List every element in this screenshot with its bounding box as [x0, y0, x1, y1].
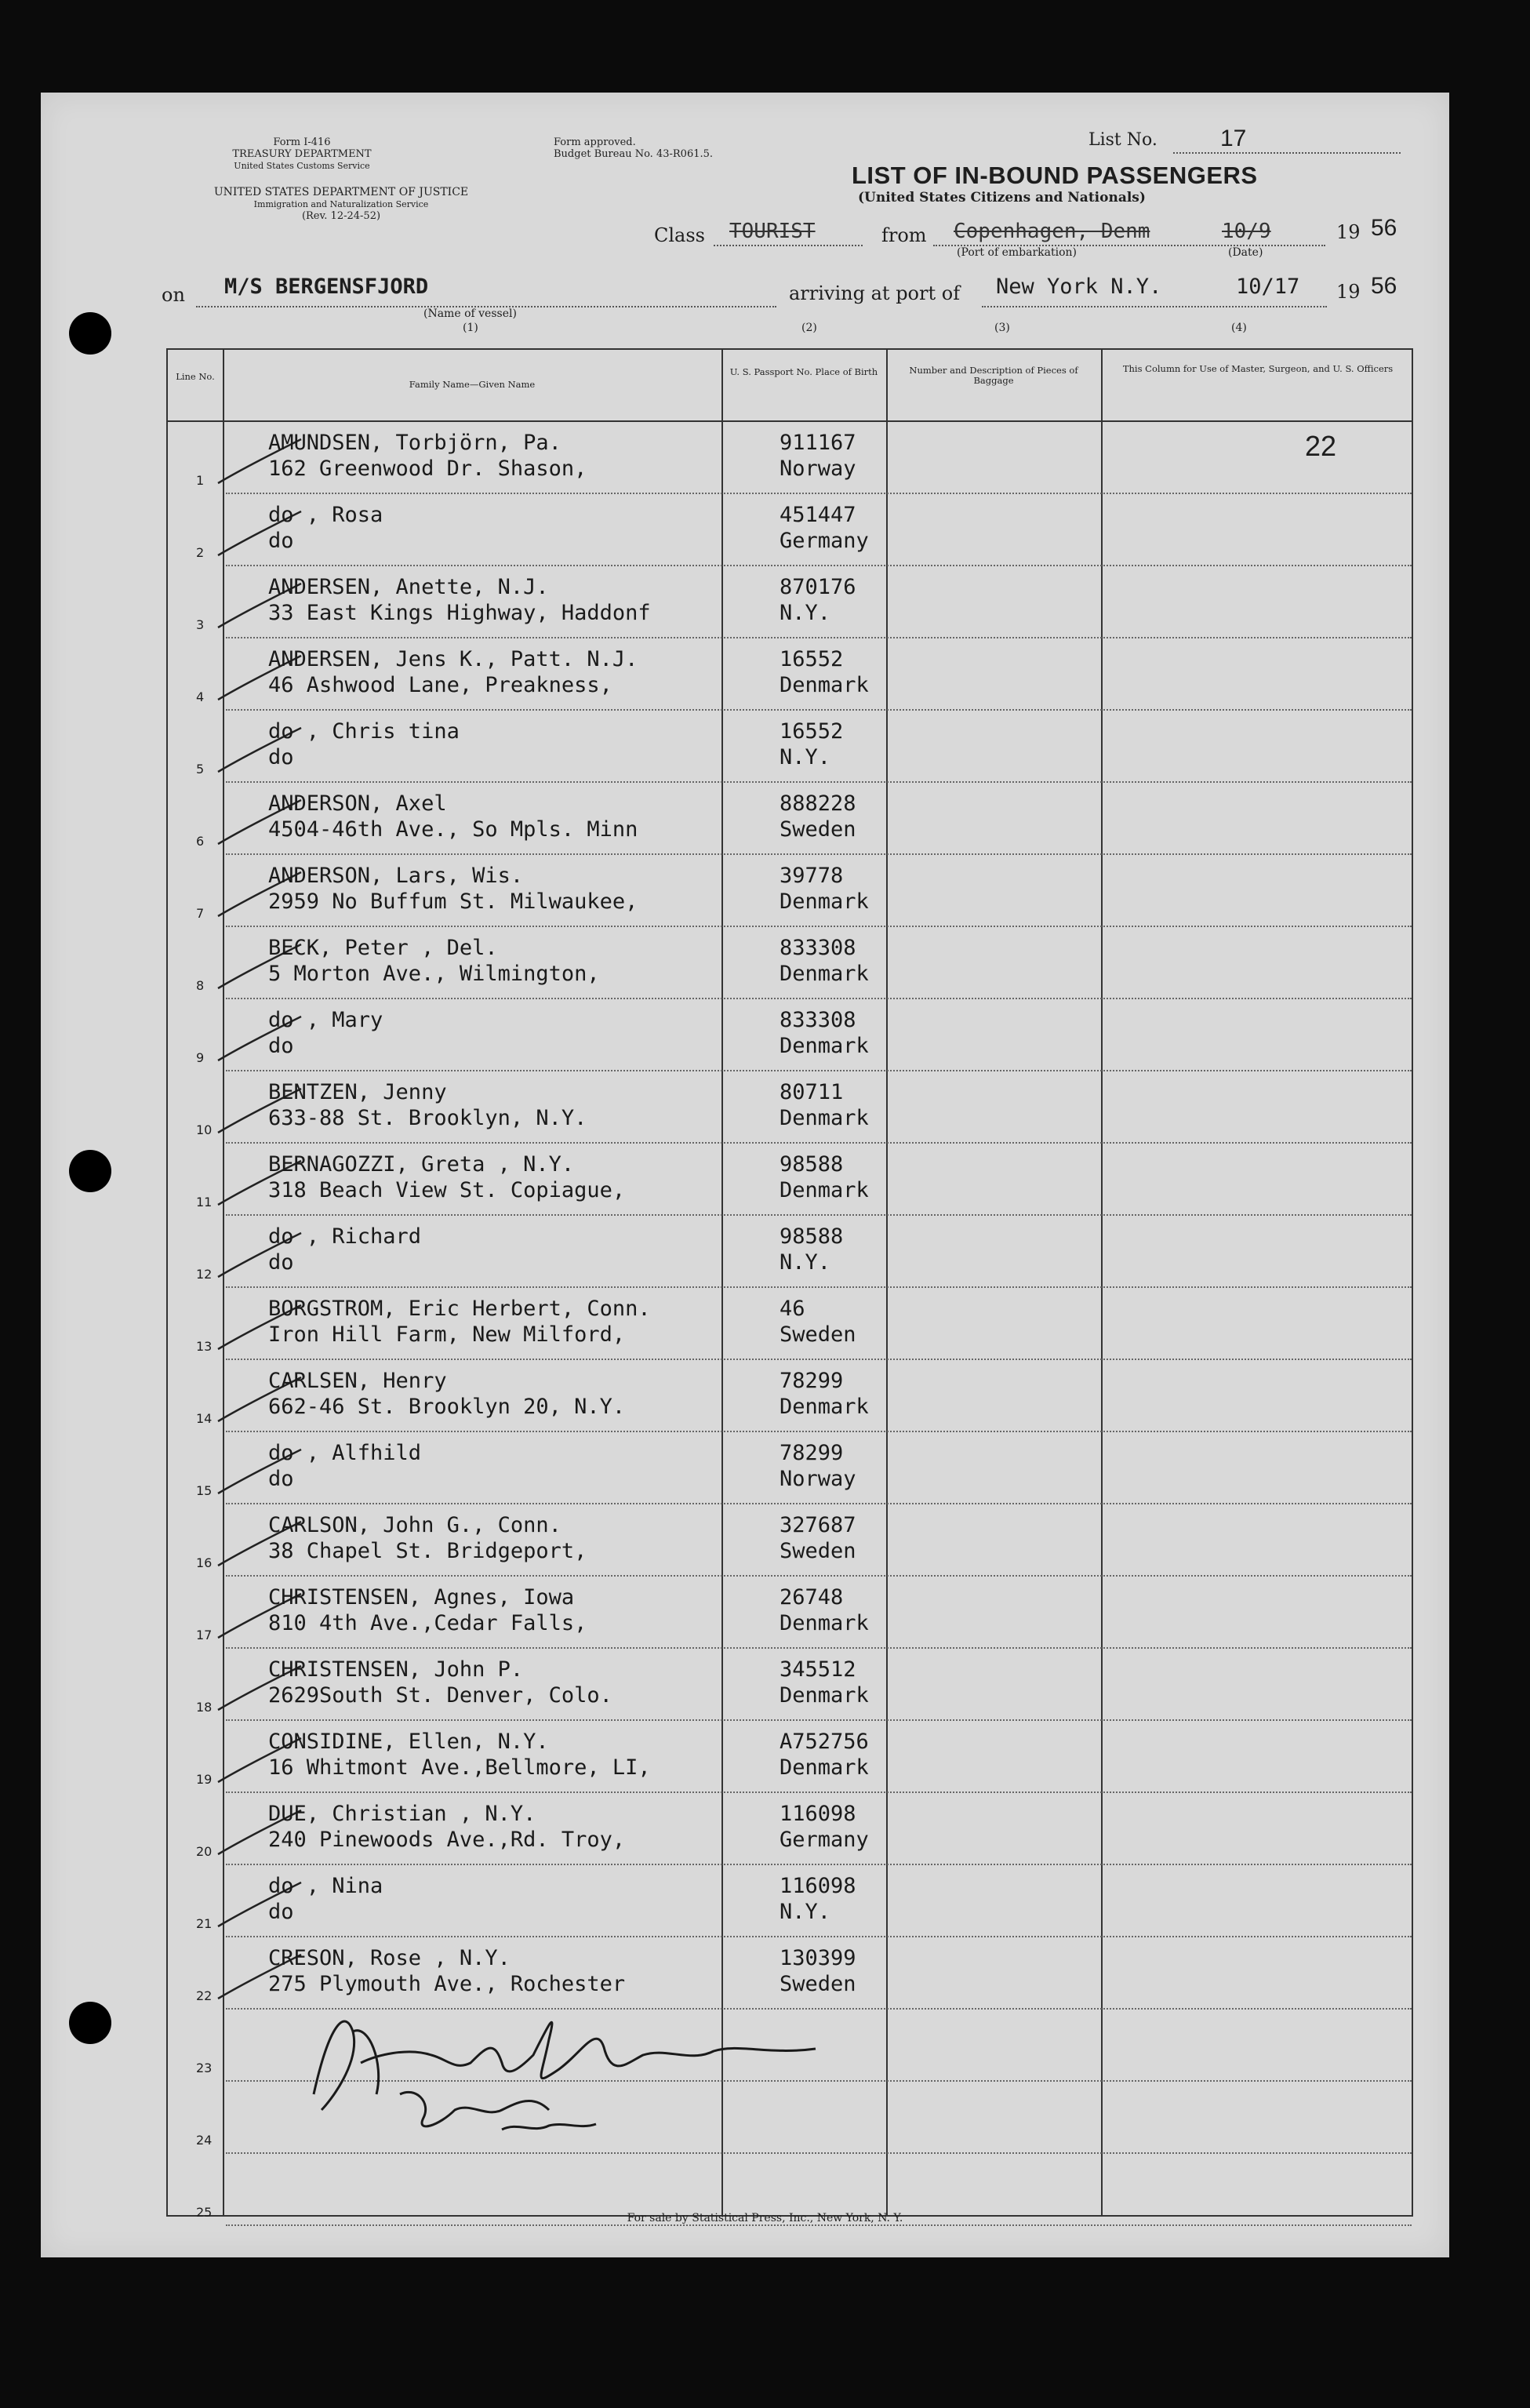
place-of-birth: Germany [780, 529, 869, 553]
passenger-name: do , Alfhild [268, 1441, 422, 1465]
passport-number: 327687 [780, 1513, 856, 1537]
passenger-name-address [268, 1007, 383, 1059]
passenger-name-address [268, 1657, 612, 1708]
place-of-birth: N.Y. [780, 1900, 831, 1924]
line-number: 15 [196, 1483, 213, 1498]
passenger-name-address [268, 1079, 587, 1131]
passenger-name-address [268, 1368, 625, 1420]
passenger-name: do , Rosa [268, 503, 383, 527]
table-row [168, 1721, 1412, 1793]
header-line-no: Line No. [176, 371, 215, 382]
place-of-birth: Sweden [780, 1322, 856, 1347]
passenger-name: CRESON, Rose , N.Y. [268, 1946, 511, 1970]
passenger-name-address [268, 574, 651, 626]
line-number: 3 [196, 617, 205, 632]
class-value: TOURIST [729, 220, 816, 243]
line-number: 11 [196, 1195, 213, 1209]
line-number: 25 [196, 2205, 213, 2220]
table-row [168, 422, 1412, 494]
list-number-value: 17 [1220, 125, 1247, 151]
passport-number: 888228 [780, 791, 856, 816]
arrival-underline [982, 306, 1327, 307]
form-revision: (Rev. 12-24-52) [301, 210, 381, 222]
passenger-address: 810 4th Ave.,Cedar Falls, [268, 1611, 587, 1635]
passport-birthplace [780, 1801, 936, 1853]
arriving-label: arriving at port of [789, 282, 961, 304]
place-of-birth: Norway [780, 1467, 856, 1491]
place-of-birth: Norway [780, 457, 856, 481]
passenger-address: do [268, 1467, 294, 1491]
passport-number: 870176 [780, 575, 856, 599]
column-number-4: (4) [1231, 322, 1247, 334]
passport-birthplace [780, 935, 936, 987]
passenger-name: BORGSTROM, Eric Herbert, Conn. [268, 1297, 651, 1321]
form-number: Form I-416 [273, 136, 331, 148]
passenger-name: do , Richard [268, 1224, 422, 1249]
line-number: 12 [196, 1267, 213, 1282]
line-number: 6 [196, 834, 205, 849]
place-of-birth: Denmark [780, 1395, 869, 1419]
passport-birthplace [780, 1151, 936, 1203]
arrival-year-prefix: 19 [1336, 281, 1361, 303]
line-number: 1 [196, 473, 205, 488]
place-of-birth: Denmark [780, 1683, 869, 1708]
place-of-birth: Denmark [780, 1106, 869, 1130]
line-number: 10 [196, 1122, 213, 1137]
passport-number: 451447 [780, 503, 856, 527]
table-row [168, 1144, 1412, 1216]
passport-birthplace [780, 1007, 936, 1059]
place-of-birth: Denmark [780, 1178, 869, 1202]
passenger-name: BECK, Peter , Del. [268, 936, 498, 960]
table-row [168, 1216, 1412, 1288]
line-number: 2 [196, 545, 205, 560]
passenger-name-address [268, 1873, 383, 1925]
passenger-address: 662-46 St. Brooklyn 20, N.Y. [268, 1395, 626, 1419]
passport-number: 833308 [780, 936, 856, 960]
arrival-date: 10/17 [1236, 275, 1300, 299]
passenger-address: 5 Morton Ave., Wilmington, [268, 962, 600, 986]
passenger-name-address [268, 935, 600, 987]
passport-birthplace [780, 1512, 936, 1564]
passenger-address: 240 Pinewoods Ave.,Rd. Troy, [268, 1828, 626, 1852]
passport-number: 80711 [780, 1080, 844, 1104]
table-row [168, 494, 1412, 566]
line-number: 24 [196, 2133, 213, 2148]
place-of-birth: N.Y. [780, 601, 831, 625]
line-number: 4 [196, 689, 205, 704]
header-name: Family Name—Given Name [409, 379, 536, 390]
passenger-name-address [268, 1584, 587, 1636]
passport-birthplace [780, 1440, 936, 1492]
line-number: 17 [196, 1628, 213, 1642]
passport-number: 16552 [780, 719, 844, 744]
passport-birthplace [780, 574, 936, 626]
passenger-name: do , Mary [268, 1008, 383, 1032]
header-officers: This Column for Use of Master, Surgeon, and U. S. Officers [1122, 363, 1394, 374]
table-row [168, 1504, 1412, 1577]
table-row [168, 1288, 1412, 1360]
passport-birthplace [780, 1729, 936, 1781]
passenger-address: 33 East Kings Highway, Haddonf [268, 601, 651, 625]
passenger-name: do , Nina [268, 1874, 383, 1898]
ins-service: Immigration and Naturalization Service [253, 199, 429, 209]
passenger-name: BENTZEN, Jenny [268, 1080, 447, 1104]
passenger-name-address [268, 1512, 587, 1564]
place-of-birth: Denmark [780, 1611, 869, 1635]
passenger-name: CARLSON, John G., Conn. [268, 1513, 561, 1537]
place-of-birth: Denmark [780, 1034, 869, 1058]
passport-birthplace [780, 1368, 936, 1420]
passenger-name: ANDERSON, Lars, Wis. [268, 864, 524, 888]
line-number: 8 [196, 978, 205, 993]
row-rule [226, 2224, 1412, 2226]
line-number: 16 [196, 1555, 213, 1570]
line-number: 21 [196, 1916, 213, 1931]
header-passport: U. S. Passport No. Place of Birth [729, 366, 878, 377]
passport-number: 116098 [780, 1874, 856, 1898]
embarkation-date: 10/9 [1222, 220, 1271, 243]
passenger-name: AMUNDSEN, Torbjörn, Pa. [268, 431, 561, 455]
passenger-address: 633-88 St. Brooklyn, N.Y. [268, 1106, 587, 1130]
passport-number: 39778 [780, 864, 844, 888]
place-of-birth: Denmark [780, 673, 869, 697]
passport-number: 16552 [780, 647, 844, 671]
table-row [168, 566, 1412, 638]
line-number: 7 [196, 906, 205, 921]
passenger-address: 16 Whitmont Ave.,Bellmore, LI, [268, 1755, 651, 1780]
table-row [168, 1793, 1412, 1865]
passport-number: 46 [780, 1297, 805, 1321]
vessel-name: M/S BERGENSFJORD [224, 275, 429, 299]
passenger-name-address [268, 863, 638, 915]
place-of-birth: Germany [780, 1828, 869, 1852]
line-number: 20 [196, 1844, 213, 1859]
customs-service: United States Customs Service [234, 161, 370, 171]
passport-birthplace [780, 1224, 936, 1275]
passenger-name-address [268, 791, 638, 842]
from-label: from [881, 224, 927, 246]
justice-block [165, 187, 518, 222]
passenger-name: ANDERSEN, Anette, N.J. [268, 575, 549, 599]
passport-birthplace [780, 1873, 936, 1925]
vessel-caption: (Name of vessel) [423, 307, 517, 320]
passenger-name-address [268, 430, 587, 482]
justice-department: UNITED STATES DEPARTMENT OF JUSTICE [213, 186, 469, 198]
place-of-birth: N.Y. [780, 745, 831, 769]
place-of-birth: Sweden [780, 817, 856, 842]
form-subtitle: (United States Citizens and Nationals) [858, 190, 1146, 206]
passport-number: 911167 [780, 431, 856, 455]
passenger-name: DUE, Christian , N.Y. [268, 1802, 536, 1826]
passport-number: 26748 [780, 1585, 844, 1610]
place-of-birth: Sweden [780, 1539, 856, 1563]
place-of-birth: Denmark [780, 889, 869, 914]
passport-number: 78299 [780, 1369, 844, 1393]
line-number: 5 [196, 762, 205, 777]
passenger-name-address [268, 1729, 651, 1781]
port-caption: (Port of embarkation) [957, 246, 1077, 259]
place-of-birth: Sweden [780, 1972, 856, 1996]
passenger-address: 2959 No Buffum St. Milwaukee, [268, 889, 638, 914]
table-row [168, 999, 1412, 1071]
passenger-name: BERNAGOZZI, Greta , N.Y. [268, 1152, 575, 1177]
line-number: 14 [196, 1411, 213, 1426]
officer-count: 22 [1305, 430, 1337, 462]
form-number-block [196, 136, 408, 172]
header-baggage: Number and Description of Pieces of Baggage [909, 365, 1078, 386]
passport-number: 78299 [780, 1441, 844, 1465]
department-name: TREASURY DEPARTMENT [232, 148, 372, 160]
place-of-birth: Denmark [780, 962, 869, 986]
table-row [168, 783, 1412, 855]
passenger-address: 275 Plymouth Ave., Rochester [268, 1972, 626, 1996]
passport-birthplace [780, 646, 936, 698]
class-underline [714, 245, 863, 246]
passport-number: A752756 [780, 1730, 869, 1754]
passport-birthplace [780, 502, 936, 554]
passenger-name: ANDERSEN, Jens K., Patt. N.J. [268, 647, 638, 671]
passenger-name: do , Chris tina [268, 719, 460, 744]
passport-birthplace [780, 1079, 936, 1131]
passenger-address: 162 Greenwood Dr. Shason, [268, 457, 587, 481]
table-row [168, 1071, 1412, 1144]
printer-footer: For sale by Statistical Press, Inc., New York, N. Y. [627, 2212, 903, 2224]
table-row [168, 1865, 1412, 1937]
passenger-name-address [268, 1224, 421, 1275]
inspector-signature [298, 1977, 847, 2149]
passport-birthplace [780, 1296, 936, 1348]
passenger-name-address [268, 1801, 625, 1853]
punch-hole [69, 1150, 111, 1192]
passenger-address: do [268, 1900, 294, 1924]
passenger-address: do [268, 1034, 294, 1058]
passenger-name: ANDERSON, Axel [268, 791, 447, 816]
line-number: 19 [196, 1772, 213, 1787]
column-number-3: (3) [994, 322, 1010, 334]
table-row [168, 638, 1412, 711]
passenger-name-address [268, 1296, 651, 1348]
line-number: 23 [196, 2061, 213, 2075]
passenger-name-address [268, 646, 638, 698]
list-number-label: List No. [1088, 130, 1157, 150]
punch-hole [69, 312, 111, 355]
column-number-2: (2) [801, 322, 817, 334]
passport-birthplace [780, 1657, 936, 1708]
table-row [168, 1649, 1412, 1721]
date-caption: (Date) [1228, 246, 1263, 259]
column-number-1: (1) [463, 322, 478, 334]
on-label: on [162, 284, 185, 306]
passenger-address: do [268, 1250, 294, 1275]
passport-birthplace [780, 430, 936, 482]
arrival-port: New York N.Y. [996, 275, 1162, 299]
year-prefix: 19 [1336, 221, 1361, 243]
passenger-name: CONSIDINE, Ellen, N.Y. [268, 1730, 549, 1754]
table-row [168, 1432, 1412, 1504]
year-value: 56 [1371, 215, 1397, 241]
form-title: LIST OF IN-BOUND PASSENGERS [852, 162, 1258, 189]
passport-birthplace [780, 791, 936, 842]
passport-birthplace [780, 1584, 936, 1636]
passenger-name: CARLSEN, Henry [268, 1369, 447, 1393]
table-row [168, 711, 1412, 783]
line-number: 22 [196, 1988, 213, 2003]
passenger-address: 4504-46th Ave., So Mpls. Minn [268, 817, 638, 842]
passport-number: 116098 [780, 1802, 856, 1826]
passport-birthplace [780, 863, 936, 915]
punch-hole [69, 2002, 111, 2044]
passport-number: 130399 [780, 1946, 856, 1970]
class-label: Class [654, 224, 705, 246]
table-row [168, 1360, 1412, 1432]
table-row [168, 1577, 1412, 1649]
passport-number: 833308 [780, 1008, 856, 1032]
passport-birthplace [780, 718, 936, 770]
passenger-address: 46 Ashwood Lane, Preakness, [268, 673, 612, 697]
passport-number: 345512 [780, 1657, 856, 1682]
table-row [168, 855, 1412, 927]
table-row [168, 927, 1412, 999]
line-number: 13 [196, 1339, 213, 1354]
passport-number: 98588 [780, 1224, 844, 1249]
budget-bureau-number: Budget Bureau No. 43-R061.5. [554, 148, 714, 160]
line-number: 18 [196, 1700, 213, 1715]
passenger-address: 38 Chapel St. Bridgeport, [268, 1539, 587, 1563]
passport-number: 98588 [780, 1152, 844, 1177]
passenger-address: do [268, 529, 294, 553]
passenger-name: CHRISTENSEN, Agnes, Iowa [268, 1585, 575, 1610]
list-number-underline [1173, 152, 1401, 154]
port-of-embarkation: Copenhagen, Denm [954, 220, 1150, 243]
passenger-address: 318 Beach View St. Copiague, [268, 1178, 626, 1202]
form-approved: Form approved. [554, 136, 636, 148]
passenger-address: do [268, 745, 294, 769]
passenger-name-address [268, 502, 383, 554]
place-of-birth: Denmark [780, 1755, 869, 1780]
passenger-name-address [268, 1440, 421, 1492]
passenger-address: 2629South St. Denver, Colo. [268, 1683, 612, 1708]
line-number: 9 [196, 1050, 205, 1065]
passenger-name-address [268, 718, 460, 770]
arrival-year: 56 [1371, 273, 1397, 299]
approval-block [554, 136, 773, 160]
passenger-name: CHRISTENSEN, John P. [268, 1657, 524, 1682]
passenger-name-address [268, 1151, 625, 1203]
passenger-address: Iron Hill Farm, New Milford, [268, 1322, 626, 1347]
place-of-birth: N.Y. [780, 1250, 831, 1275]
